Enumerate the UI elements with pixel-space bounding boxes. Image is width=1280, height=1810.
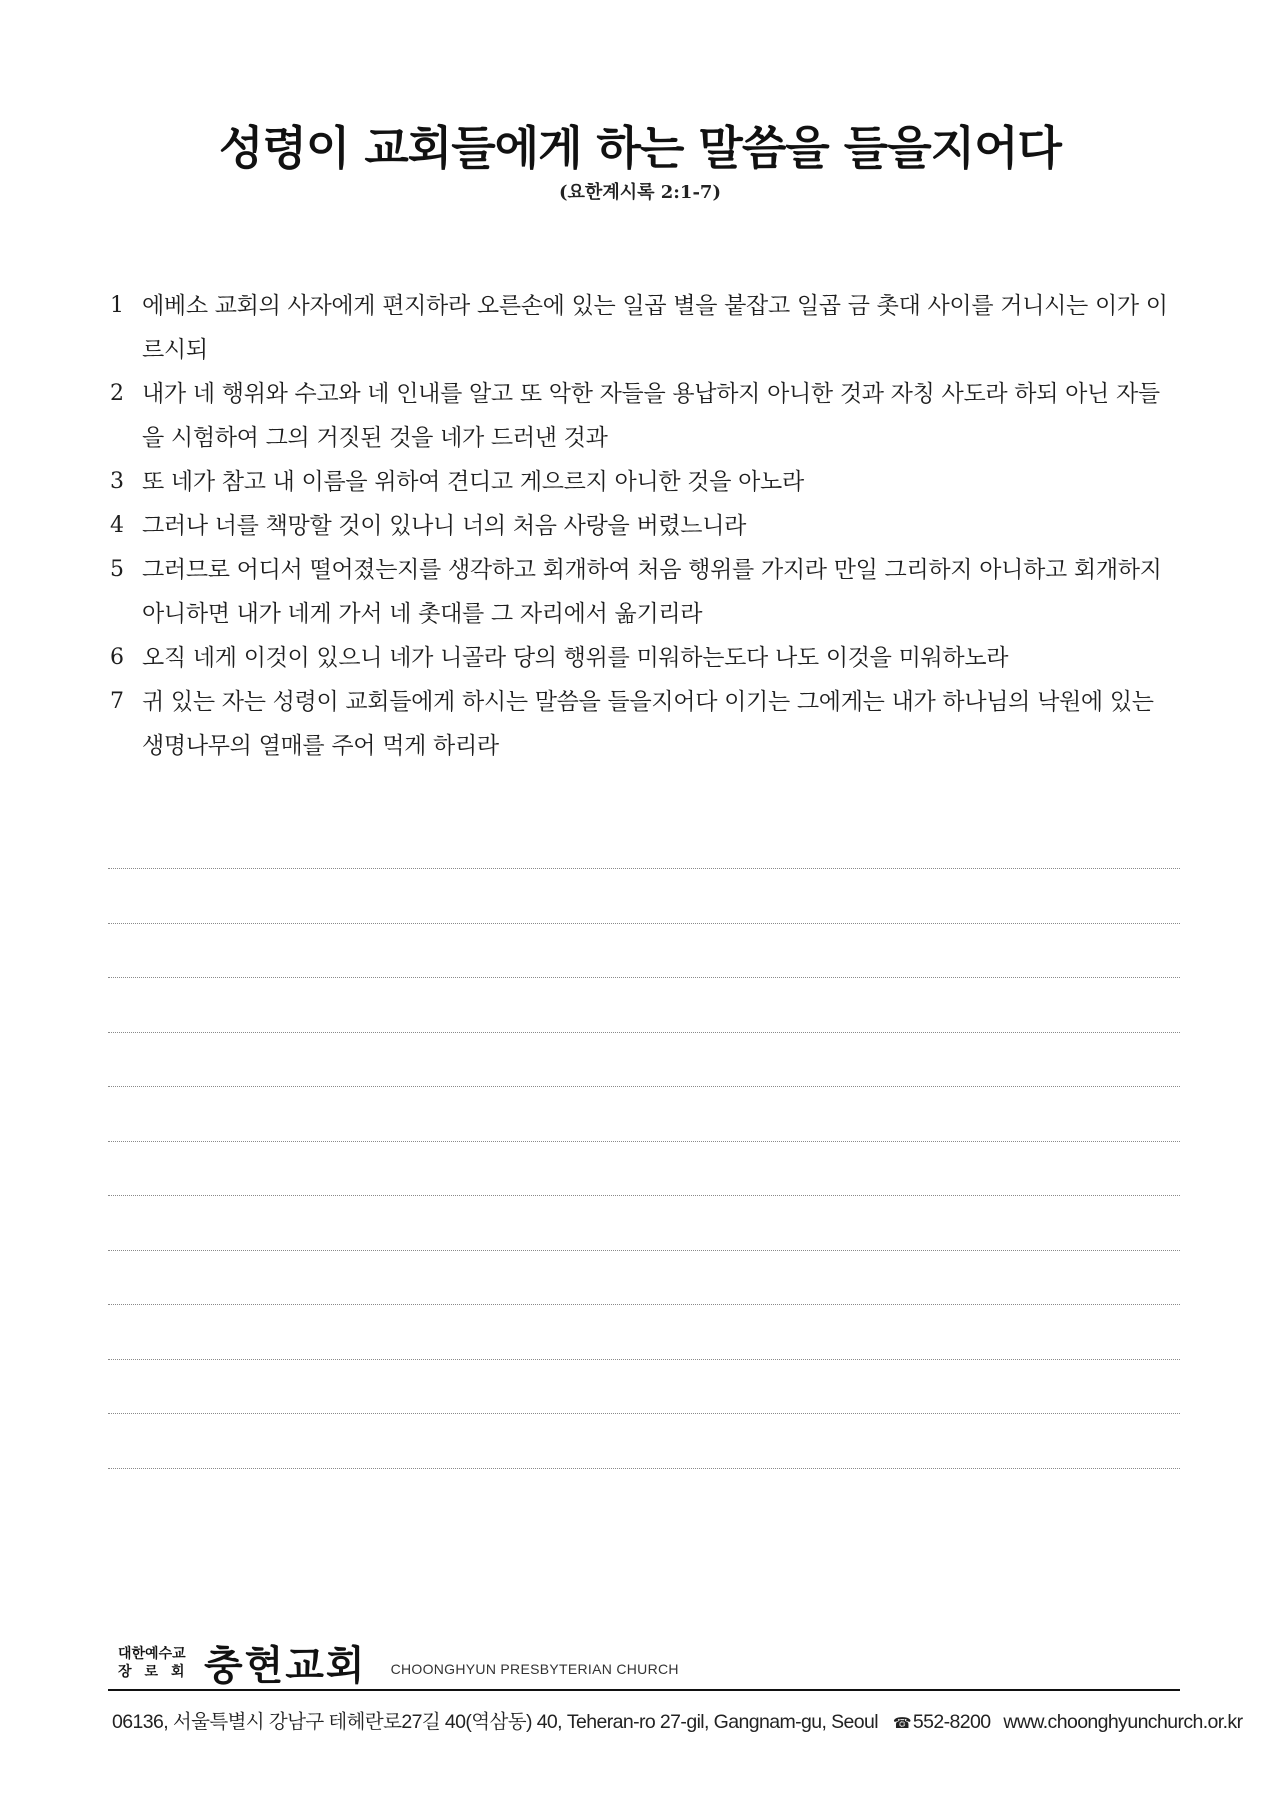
church-name-english: CHOONGHYUN PRESBYTERIAN CHURCH: [390, 1660, 679, 1677]
verse-number: 1: [110, 293, 124, 318]
verse-text: 오직 네게 이것이 있으니 네가 니골라 당의 행위를 미워하는도다 나도 이것을 미워하노라: [142, 645, 1009, 671]
dotted-note-line: [108, 977, 1180, 978]
church-website: www.choonghyunchurch.or.kr: [1003, 1711, 1243, 1733]
verse-text: 에베소 교회의 사자에게 편지하라 오른손에 있는 일곱 별을 붙잡고 일곱 금 촛대 사이를 거니시는 이가 이르시되: [142, 293, 1168, 363]
verse-item: [110, 460, 1180, 504]
verse-item: [110, 372, 1180, 460]
church-name-korean: 충현교회: [204, 1642, 367, 1689]
verse-item: [110, 504, 1180, 548]
verse-number: 5: [110, 557, 124, 582]
dotted-note-line: [108, 1468, 1180, 1469]
church-logo: [118, 1634, 679, 1691]
page-title: 성령이 교회들에게 하는 말씀을 들을지어다: [219, 121, 1061, 175]
dotted-note-line: [108, 1413, 1180, 1414]
verse-number: 2: [110, 381, 124, 406]
verse-item: [110, 680, 1180, 768]
dotted-note-line: [108, 1359, 1180, 1360]
verse-number: 7: [110, 689, 124, 714]
dotted-note-line: [108, 923, 1180, 924]
dotted-note-line: [108, 1250, 1180, 1251]
verse-number: 6: [110, 645, 124, 670]
dotted-note-line: [108, 1195, 1180, 1196]
scripture-reference: (요한계시록 2:1-7): [559, 182, 721, 203]
verse-text: 귀 있는 자는 성령이 교회들에게 하시는 말씀을 들을지어다 이기는 그에게는 내가 하나님의 낙원에 있는 생명나무의 열매를 주어 먹게 하리라: [142, 689, 1154, 759]
verse-list: [110, 284, 1180, 768]
verse-text: 내가 네 행위와 수고와 네 인내를 알고 또 악한 자들을 용납하지 아니한 것과 자칭 사도라 하되 아닌 자들을 시험하여 그의 거짓된 것을 네가 드러낸 것과: [142, 381, 1160, 451]
church-phone: 552-8200: [912, 1711, 991, 1733]
verse-item: [110, 548, 1180, 636]
dotted-note-line: [108, 1032, 1180, 1033]
verse-text: 그러나 너를 책망할 것이 있나니 너의 처음 사랑을 버렸느니라: [142, 513, 747, 539]
church-address: 06136, 서울특별시 강남구 테헤란로27길 40(역삼동) 40, Teheran-ro 27-gil, Gangnam-gu, Seoul: [112, 1711, 878, 1733]
verse-item: [110, 636, 1180, 680]
dotted-note-line: [108, 1304, 1180, 1305]
denomination-line2: 장로회: [118, 1663, 198, 1680]
verse-number: 4: [110, 513, 124, 538]
verse-text: 또 네가 참고 내 이름을 위하여 견디고 게으르지 아니한 것을 아노라: [142, 469, 804, 495]
footer-divider: [108, 1689, 1180, 1691]
note-lines: [108, 868, 1180, 1522]
dotted-note-line: [108, 1141, 1180, 1142]
verse-text: 그러므로 어디서 떨어졌는지를 생각하고 회개하여 처음 행위를 가지라 만일 그리하지 아니하고 회개하지 아니하면 내가 네게 가서 네 촛대를 그 자리에서 옮기리라: [142, 557, 1162, 627]
verse-item: [110, 284, 1180, 372]
verse-number: 3: [110, 469, 124, 494]
phone-icon: ☎: [892, 1715, 911, 1732]
denomination-mark: [118, 1645, 198, 1681]
dotted-note-line: [108, 1086, 1180, 1087]
footer-contact: [112, 1706, 1243, 1734]
dotted-note-line: [108, 868, 1180, 869]
denomination-line1: 대한예수교: [118, 1645, 186, 1662]
